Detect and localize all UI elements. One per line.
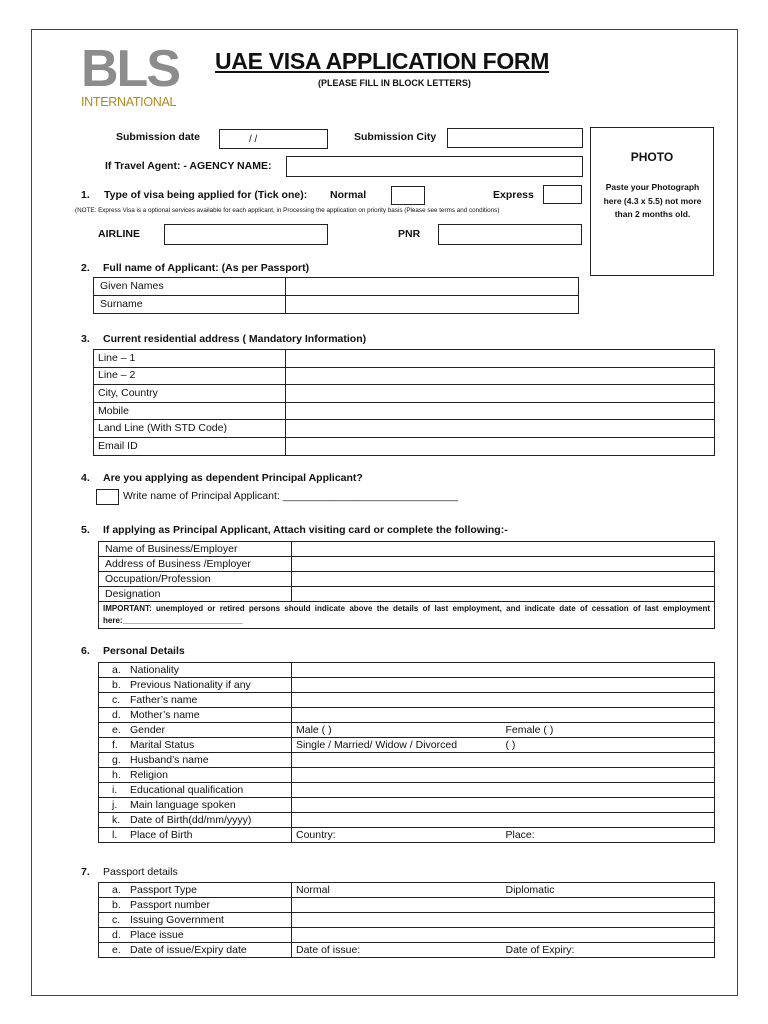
photo-title: PHOTO — [630, 150, 674, 164]
row-label-text: Marital Status — [130, 738, 195, 751]
table-row — [99, 913, 715, 928]
passport-number-input[interactable] — [292, 898, 715, 913]
date-of-expiry-input[interactable]: Date of Expiry: — [502, 943, 715, 958]
address-line-2-input[interactable] — [286, 367, 715, 385]
row-label — [99, 828, 292, 843]
table-row — [99, 572, 715, 587]
table-row — [94, 367, 715, 385]
submission-city-label: Submission City — [354, 131, 437, 143]
row-label — [99, 753, 292, 768]
row-label: Occupation/Profession — [99, 572, 292, 587]
airline-field[interactable] — [164, 224, 328, 245]
section-3-title — [81, 333, 366, 345]
table-row — [99, 828, 715, 843]
section-4-number: 4. — [81, 472, 90, 484]
row-letter: b. — [112, 898, 121, 911]
row-label: Line – 1 — [94, 350, 286, 368]
birth-place-input[interactable]: Place: — [502, 828, 715, 843]
row-label: Name of Business/Employer — [99, 542, 292, 557]
father-name-input[interactable] — [292, 693, 715, 708]
mobile-input[interactable] — [286, 402, 715, 420]
passport-type-normal[interactable]: Normal — [292, 883, 502, 898]
section-4-title-text: Are you applying as dependent Principal Applicant? — [103, 472, 363, 484]
section-5-number: 5. — [81, 524, 90, 536]
personal-details-table — [98, 662, 715, 843]
express-checkbox[interactable] — [543, 185, 582, 204]
row-label — [99, 928, 292, 943]
table-row — [99, 678, 715, 693]
table-row — [99, 723, 715, 738]
husband-name-input[interactable] — [292, 753, 715, 768]
row-label-text: Educational qualification — [130, 783, 244, 796]
section-3-title-text: Current residential address ( Mandatory Information) — [103, 333, 367, 345]
dependent-checkbox[interactable] — [96, 489, 119, 505]
row-letter: i. — [112, 783, 118, 796]
airline-label: AIRLINE — [98, 228, 140, 240]
row-letter: l. — [112, 828, 118, 841]
express-label: Express — [493, 189, 534, 201]
row-letter: h. — [112, 768, 121, 781]
table-row — [94, 350, 715, 368]
pnr-field[interactable] — [438, 224, 582, 245]
row-label-text: Husband’s name — [130, 753, 209, 766]
visa-type-number: 1. — [81, 189, 90, 201]
row-label — [99, 943, 292, 958]
form-page — [31, 29, 738, 996]
row-label — [99, 898, 292, 913]
express-note: (NOTE: Express Visa is a optional services available for each applicant, in Processing the application on priority basis (Please see terms and conditions) — [75, 207, 500, 214]
birth-country-input[interactable]: Country: — [292, 828, 502, 843]
row-label-text: Gender — [130, 723, 166, 736]
visa-type-label: Type of visa being applied for (Tick one): — [104, 189, 308, 201]
marital-status-options[interactable]: Single / Married/ Widow / Divorced — [292, 738, 502, 753]
row-label — [99, 913, 292, 928]
date-of-issue-input[interactable]: Date of issue: — [292, 943, 502, 958]
date-slashes: / / — [249, 134, 258, 145]
passport-type-diplomatic[interactable]: Diplomatic — [502, 883, 715, 898]
principal-applicant-underline: ______________________________ — [282, 490, 458, 502]
row-letter: f. — [112, 738, 118, 751]
table-row — [99, 928, 715, 943]
education-input[interactable] — [292, 783, 715, 798]
designation-input[interactable] — [292, 587, 715, 602]
pnr-label: PNR — [398, 228, 421, 240]
important-note: IMPORTANT: unemployed or retired persons should indicate above the details of last employment, and indicate date of cessation of last employment here:___________________________ — [99, 602, 715, 629]
occupation-input[interactable] — [292, 572, 715, 587]
table-row — [94, 402, 715, 420]
row-letter: c. — [112, 693, 121, 706]
agency-label: If Travel Agent: - AGENCY NAME: — [105, 160, 272, 172]
employer-name-input[interactable] — [292, 542, 715, 557]
agency-name-field[interactable] — [286, 156, 583, 177]
table-row — [99, 602, 715, 629]
row-letter: b. — [112, 678, 121, 691]
row-label — [99, 723, 292, 738]
section-3-number: 3. — [81, 333, 90, 345]
table-row — [99, 693, 715, 708]
table-row — [99, 783, 715, 798]
table-row — [99, 813, 715, 828]
logo-letters: BLS — [81, 40, 179, 98]
section-6-number: 6. — [81, 645, 90, 657]
row-label-text: Passport Type — [130, 883, 197, 896]
row-label — [99, 768, 292, 783]
row-label-text: Father’s name — [130, 693, 198, 706]
nationality-input[interactable] — [292, 663, 715, 678]
religion-input[interactable] — [292, 768, 715, 783]
row-label-text: Passport number — [130, 898, 210, 911]
row-label: Line – 2 — [94, 367, 286, 385]
form-title: UAE VISA APPLICATION FORM — [215, 48, 550, 74]
section-2-number: 2. — [81, 262, 90, 274]
passport-table — [98, 882, 715, 958]
row-label-text: Nationality — [130, 663, 180, 676]
bls-logo — [81, 40, 196, 113]
table-row — [99, 663, 715, 678]
issuing-government-input[interactable] — [292, 913, 715, 928]
submission-city-field[interactable] — [447, 128, 583, 148]
principal-applicant-label: Write name of Principal Applicant: — [123, 490, 280, 502]
row-label-text: Date of Birth(dd/mm/yyyy) — [130, 813, 252, 826]
row-label: City, Country — [94, 385, 286, 403]
table-row — [99, 587, 715, 602]
table-row — [99, 738, 715, 753]
row-letter: g. — [112, 753, 121, 766]
table-row — [99, 753, 715, 768]
section-6-title — [81, 645, 185, 657]
logo-subtext: INTERNATIONAL — [81, 95, 177, 109]
table-row — [99, 798, 715, 813]
employer-address-input[interactable] — [292, 557, 715, 572]
section-2-title — [81, 262, 309, 274]
row-letter: d. — [112, 708, 121, 721]
row-label: Land Line (With STD Code) — [94, 420, 286, 438]
date-of-birth-input[interactable] — [292, 813, 715, 828]
section-4-title — [81, 472, 363, 484]
submission-date-label: Submission date — [116, 131, 201, 143]
row-label — [99, 693, 292, 708]
section-5-title — [81, 524, 508, 536]
row-label-text: Religion — [130, 768, 168, 781]
row-letter: e. — [112, 943, 121, 956]
previous-nationality-input[interactable] — [292, 678, 715, 693]
surname-input[interactable] — [286, 296, 579, 314]
row-letter: a. — [112, 883, 121, 896]
full-name-table — [93, 277, 579, 314]
language-input[interactable] — [292, 798, 715, 813]
city-country-input[interactable] — [286, 385, 715, 403]
row-label: Given Names — [94, 278, 286, 296]
row-label — [99, 798, 292, 813]
given-names-input[interactable] — [286, 278, 579, 296]
row-label — [99, 708, 292, 723]
row-letter: e. — [112, 723, 121, 736]
table-row — [99, 542, 715, 557]
row-label: Designation — [99, 587, 292, 602]
table-row — [99, 898, 715, 913]
place-of-issue-input[interactable] — [292, 928, 715, 943]
row-letter: j. — [112, 798, 118, 811]
row-letter: c. — [112, 913, 121, 926]
section-7-title — [81, 866, 178, 878]
row-label-text: Mother’s name — [130, 708, 200, 721]
submission-date-field[interactable] — [219, 129, 328, 149]
address-table — [93, 349, 715, 456]
table-row — [94, 420, 715, 438]
row-label — [99, 663, 292, 678]
row-label — [99, 678, 292, 693]
row-label-text: Previous Nationality if any — [130, 678, 251, 691]
row-label — [99, 783, 292, 798]
table-row — [94, 437, 715, 455]
row-label: Surname — [94, 296, 286, 314]
table-row — [99, 708, 715, 723]
table-row — [99, 557, 715, 572]
table-row — [99, 768, 715, 783]
normal-checkbox[interactable] — [391, 186, 425, 205]
row-letter: k. — [112, 813, 121, 826]
row-letter: a. — [112, 663, 121, 676]
landline-input[interactable] — [286, 420, 715, 438]
section-2-title-text: Full name of Applicant: (As per Passport) — [103, 262, 310, 274]
row-label — [99, 883, 292, 898]
row-label: Address of Business /Employer — [99, 557, 292, 572]
table-row — [94, 385, 715, 403]
row-label: Mobile — [94, 402, 286, 420]
marital-status-choice[interactable]: ( ) — [502, 738, 715, 753]
gender-female-option[interactable]: Female ( ) — [502, 723, 715, 738]
principal-applicant-line[interactable] — [123, 490, 458, 502]
row-label: Email ID — [94, 437, 286, 455]
normal-label: Normal — [330, 189, 367, 201]
row-letter: d. — [112, 928, 121, 941]
address-line-1-input[interactable] — [286, 350, 715, 368]
table-row — [94, 296, 579, 314]
section-7-title-text: Passport details — [103, 866, 178, 878]
gender-male-option[interactable]: Male ( ) — [292, 723, 502, 738]
row-label — [99, 813, 292, 828]
row-label — [99, 738, 292, 753]
section-7-number: 7. — [81, 866, 90, 878]
row-label-text: Place issue — [130, 928, 184, 941]
email-input[interactable] — [286, 437, 715, 455]
row-label-text: Main language spoken — [130, 798, 236, 811]
table-row — [94, 278, 579, 296]
row-label-text: Place of Birth — [130, 828, 193, 841]
form-subtitle: (PLEASE FILL IN BLOCK LETTERS) — [318, 78, 471, 88]
row-label-text: Issuing Government — [130, 913, 224, 926]
photo-box[interactable] — [590, 127, 714, 276]
table-row — [99, 883, 715, 898]
employer-table — [98, 541, 715, 629]
photo-instructions: Paste your Photograph here (4.3 x 5.5) not more than 2 months old. — [603, 182, 702, 219]
section-5-title-text: If applying as Principal Applicant, Attach visiting card or complete the following:- — [103, 524, 508, 536]
row-label-text: Date of issue/Expiry date — [130, 943, 247, 956]
table-row — [99, 943, 715, 958]
section-6-title-text: Personal Details — [103, 645, 185, 657]
mother-name-input[interactable] — [292, 708, 715, 723]
